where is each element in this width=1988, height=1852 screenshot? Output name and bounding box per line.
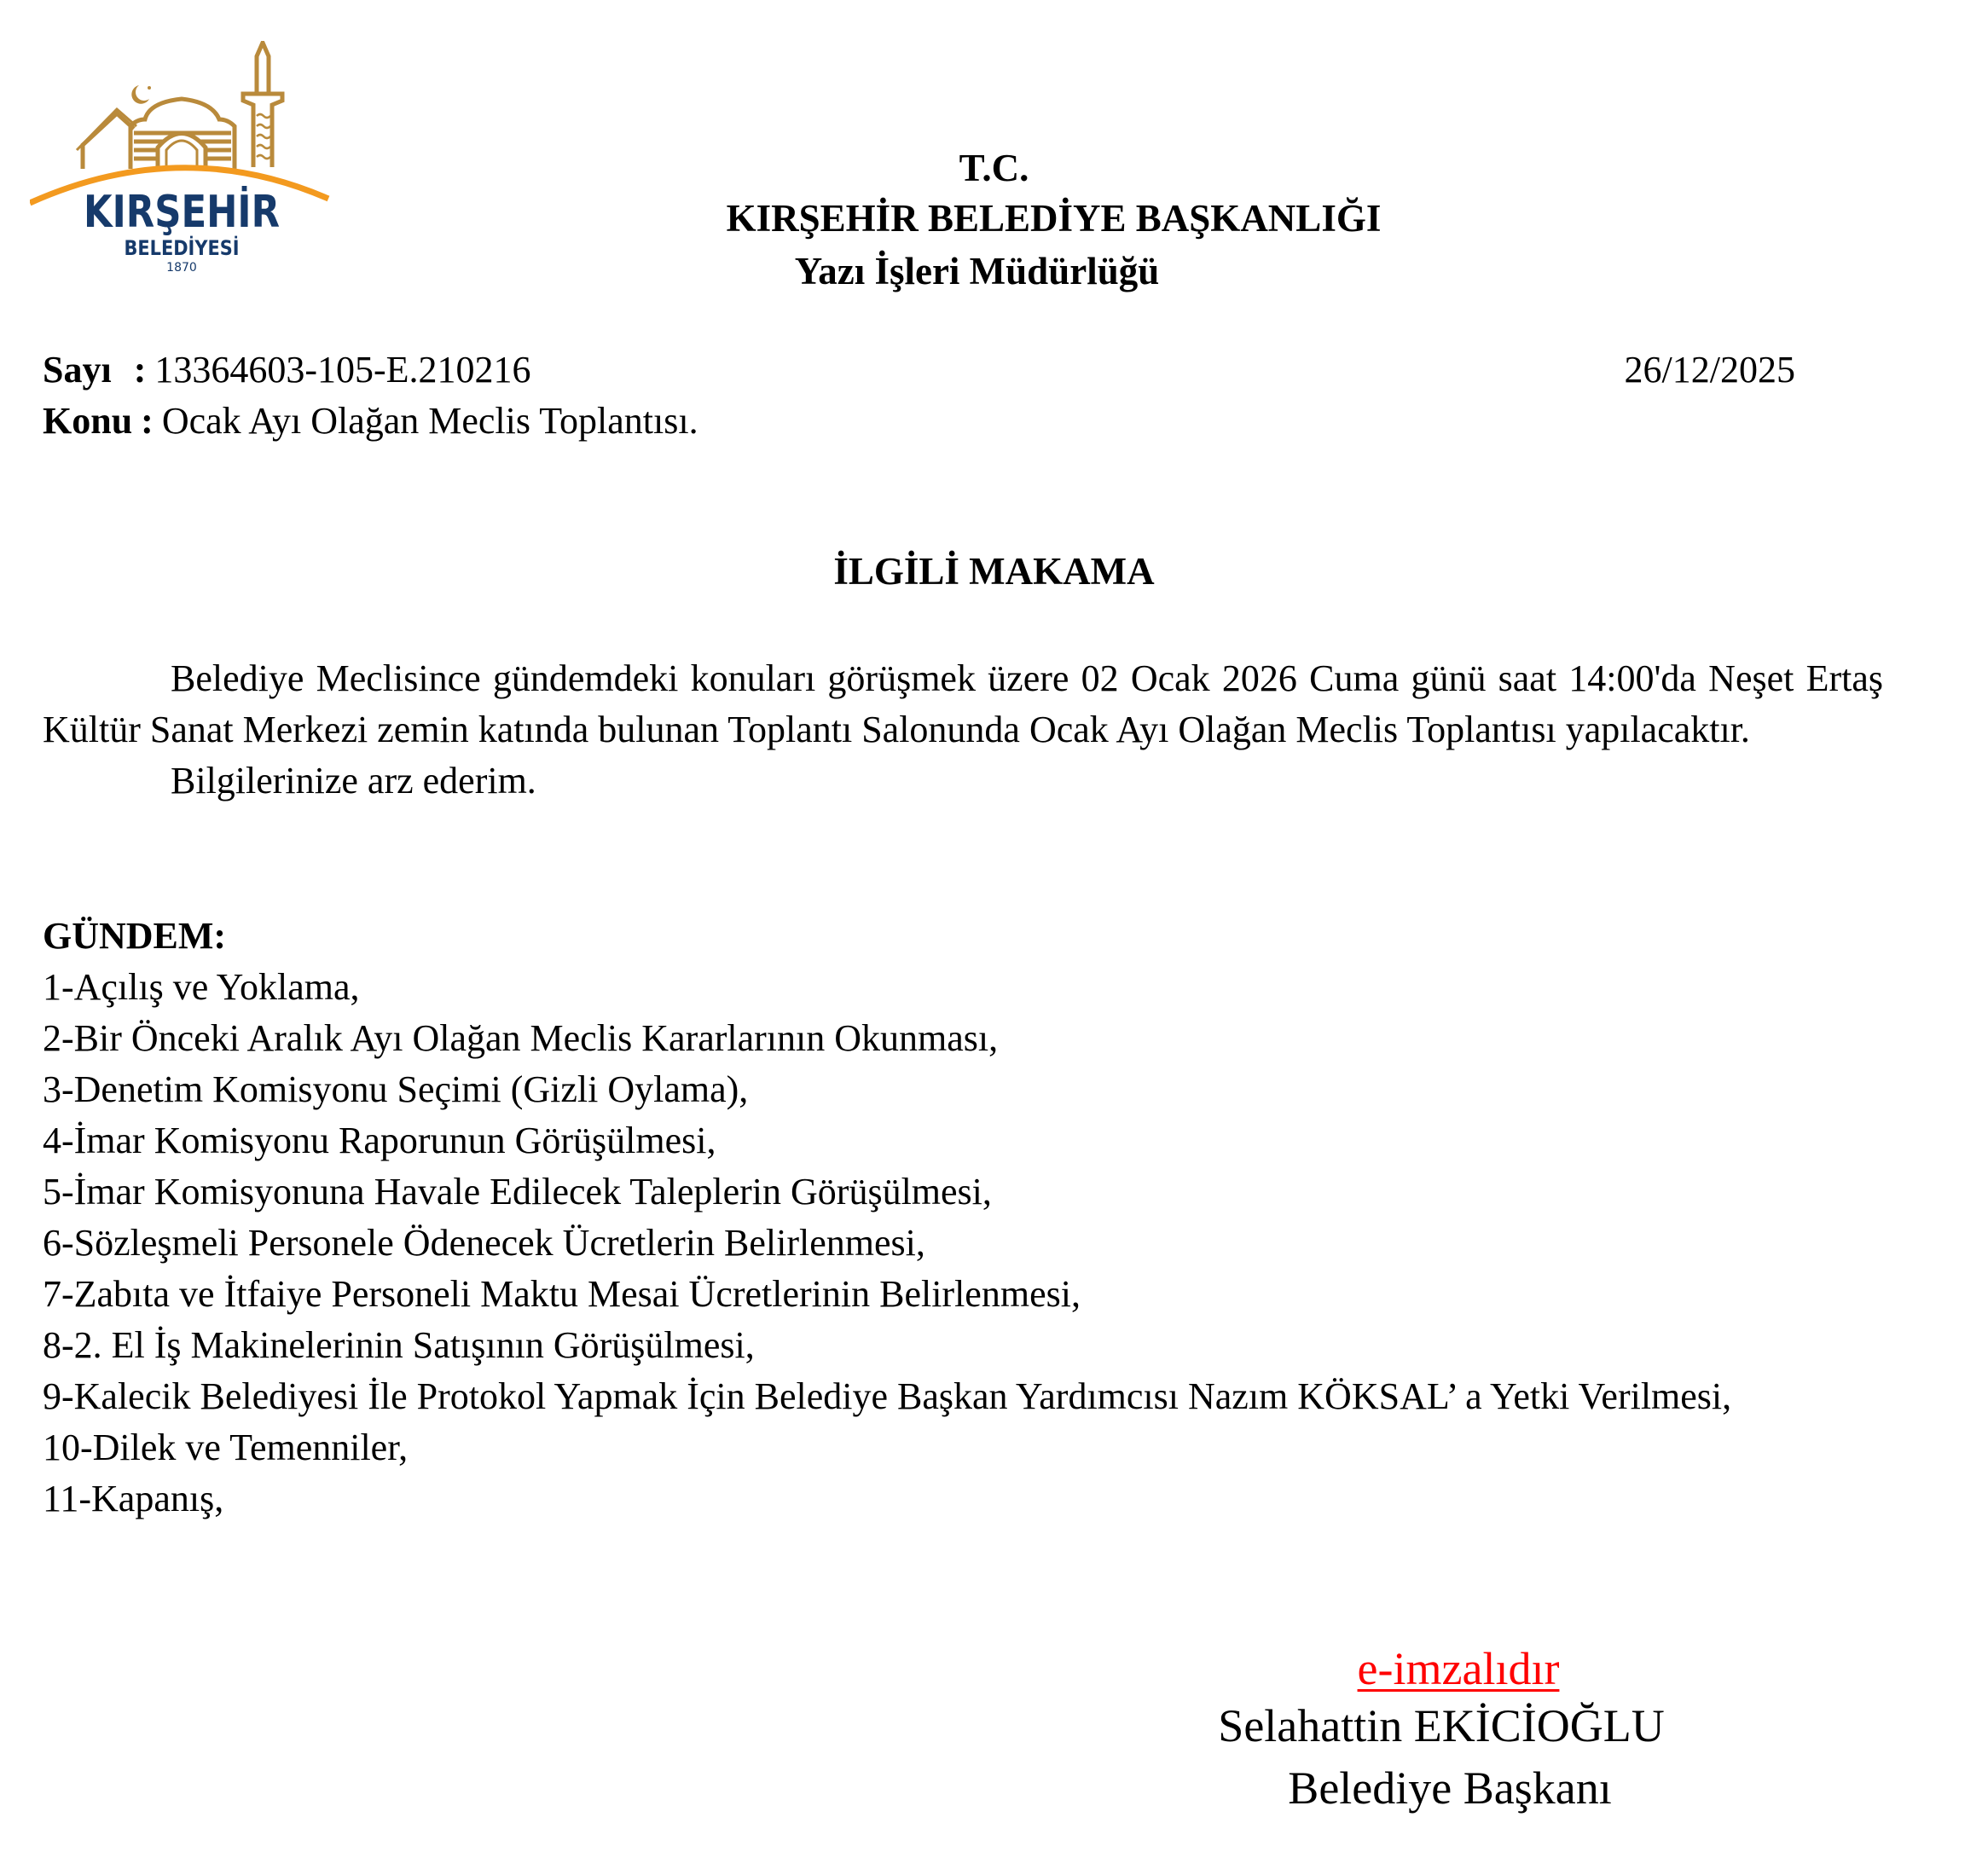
agenda-item: 10-Dilek ve Temenniler, <box>43 1427 409 1468</box>
agenda-item: 5-İmar Komisyonuna Havale Edilecek Taleplerin Görüşülmesi, <box>43 1171 992 1212</box>
e-signature-label: e-imzalıdır <box>1357 1643 1560 1694</box>
agenda-item: 4-İmar Komisyonu Raporunun Görüşülmesi, <box>43 1120 716 1161</box>
sayi-separator: : <box>133 349 147 391</box>
agenda-item: 6-Sözleşmeli Personele Ödenecek Ücretlerin Belirlenmesi, <box>43 1222 925 1264</box>
konu-value: Ocak Ayı Olağan Meclis Toplantısı. <box>161 400 698 442</box>
agenda-item: 9-Kalecik Belediyesi İle Protokol Yapmak İçin Belediye Başkan Yardımcısı Nazım KÖKSAL’ a Yetki Verilmesi, <box>43 1375 1732 1417</box>
document-date: 26/12/2025 <box>1624 349 1795 391</box>
addressee-heading: İLGİLİ MAKAMA <box>833 550 1155 593</box>
logo-subtitle: BELEDİYESİ <box>124 236 257 260</box>
agenda-section <box>43 911 1883 1525</box>
agenda-title: GÜNDEM: <box>43 915 227 957</box>
body-paragraph-2: Bilgilerinize arz ederim. <box>171 760 536 802</box>
agenda-item: 3-Denetim Komisyonu Seçimi (Gizli Oylama), <box>43 1068 749 1110</box>
agenda-item: 2-Bir Önceki Aralık Ayı Olağan Meclis Kararlarının Okunması, <box>43 1017 999 1059</box>
sayi-label: Sayı <box>43 349 112 391</box>
konu-separator: : <box>141 400 154 442</box>
body-paragraph-1: Belediye Meclisince gündemdeki konuları görüşmek üzere 02 Ocak 2026 Cuma günü saat 14:00'da Neşet Ertaş Kültür Sanat Merkezi zemin katında bulunan Toplantı Salonunda Ocak Ayı Olağan Meclis Toplantısı yapılacaktır. <box>43 657 1883 750</box>
agenda-item: 7-Zabıta ve İtfaiye Personeli Maktu Mesai Ücretlerinin Belirlenmesi, <box>43 1273 1081 1315</box>
signer-title: Belediye Başkanı <box>1288 1762 1612 1814</box>
konu-label: Konu <box>43 400 133 442</box>
subject-row <box>43 402 698 440</box>
header-department: Yazı İşleri Müdürlüğü <box>794 250 1160 292</box>
logo-wordmark: KIRŞEHİR <box>84 187 319 238</box>
agenda-item: 11-Kapanış, <box>43 1478 224 1519</box>
document-number-row <box>43 351 531 389</box>
header-tc: T.C. <box>959 147 1029 189</box>
agenda-item: 1-Açılış ve Yoklama, <box>43 966 360 1008</box>
header-institution: KIRŞEHİR BELEDİYE BAŞKANLIĞI <box>726 197 1382 240</box>
signer-name: Selahattin EKİCİOĞLU <box>1218 1700 1665 1751</box>
agenda-item: 8-2. El İş Makinelerinin Satışının Görüşülmesi, <box>43 1324 755 1366</box>
sayi-value: 13364603-105-E.210216 <box>154 349 531 391</box>
letter-body <box>43 653 1883 807</box>
logo-year: 1870 <box>166 261 197 275</box>
